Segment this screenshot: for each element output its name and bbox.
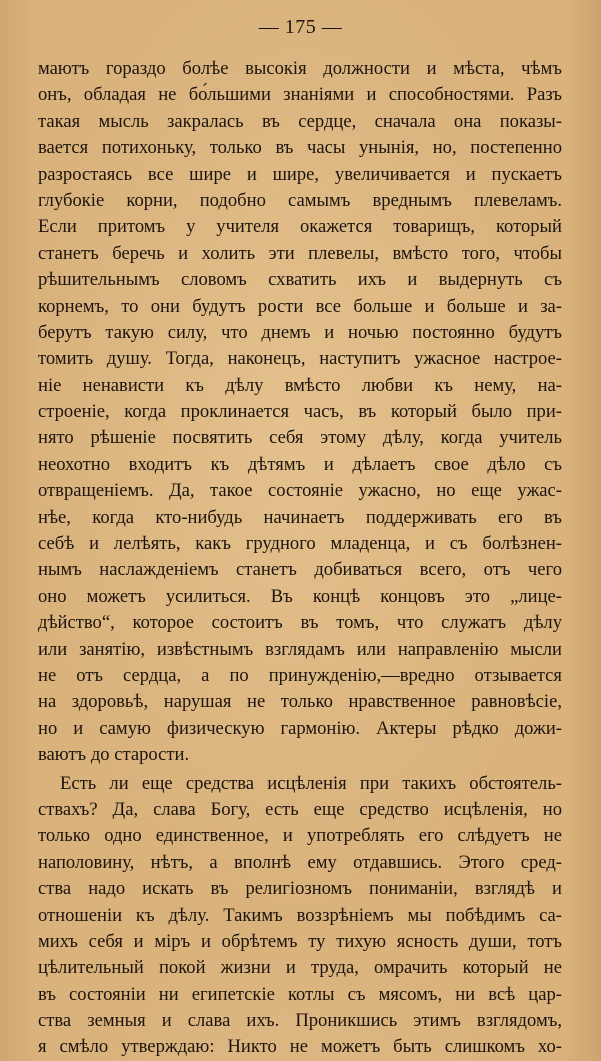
text-line: я смѣло утверждаю: Никто не можетъ быть слишкомъ хо- [38, 1036, 562, 1058]
text-line: отношеніи къ дѣлу. Такимъ воззрѣніемъ мы побѣдимъ са- [38, 904, 562, 926]
paragraph-2 [38, 771, 562, 1061]
text-line: разростаясь все шире и шире, увеличивается и пускаетъ [38, 163, 562, 185]
page-number: — 175 — [258, 16, 343, 38]
text-line: онъ, обладая не бо́льшими знаніями и способностями. Разъ [38, 84, 562, 106]
text-line: только одно единственное, и употреблять его слѣдуетъ не [38, 825, 562, 847]
text-line: берутъ такую силу, что днемъ и ночью постоянно будутъ [38, 321, 562, 343]
text-line: дѣйство“, которое состоитъ въ томъ, что служатъ дѣлу [38, 612, 562, 634]
text-line: строеніе, когда проклинается часъ, въ который было при- [38, 401, 562, 423]
text-line: рѣшительнымъ словомъ схватить ихъ и выдернуть съ [38, 269, 562, 291]
text-line: томить душу. Тогда, наконецъ, наступитъ ужасное настрое- [38, 348, 562, 370]
text-line: вается потихоньку, только въ часы унынія, но, постепенно [38, 137, 562, 159]
text-line: маютъ гораздо болѣе высокія должности и мѣста, чѣмъ [38, 58, 562, 79]
text-line: ства земныя и слава ихъ. Проникшись этимъ взглядомъ, [38, 1010, 562, 1032]
text-line: отвращеніемъ. Да, такое состояніе ужасно, но еще ужас- [38, 480, 562, 502]
text-line: но и самую физическую гармонію. Актеры рѣдко дожи- [38, 717, 562, 739]
text-line: нѣе, когда кто-нибудь начинаетъ поддерживать его въ [38, 506, 562, 528]
text-line: глубокіе корни, подобно самымъ вреднымъ плевеламъ. [38, 189, 562, 211]
text-line: ваютъ до старости. [38, 744, 190, 766]
text-line: михъ себя и міръ и обрѣтемъ ту тихую ясность души, тотъ [38, 930, 562, 952]
text-line: въ состояніи ни египетскіе котлы съ мясомъ, ни всѣ цар- [38, 983, 562, 1005]
body-text [38, 56, 562, 1061]
text-line: такая мысль закралась въ сердце, сначала она показы- [38, 110, 562, 132]
text-line: ніе ненависти къ дѣлу вмѣсто любви къ нему, на- [38, 374, 562, 396]
text-line: Есть ли еще средства исцѣленія при такихъ обстоятель- [60, 772, 562, 794]
text-line: ствахъ? Да, слава Богу, есть еще средство исцѣленія, но [38, 798, 562, 820]
paragraph-1 [38, 56, 562, 769]
text-line: оно можетъ усилиться. Въ концѣ концовъ это „лице- [38, 585, 562, 607]
text-line: ства надо искать въ религіозномъ пониманіи, взглядѣ и [38, 878, 562, 900]
text-line: нымъ наслажденіемъ станетъ добиваться всего, отъ чего [38, 559, 562, 581]
text-line: Если притомъ у учителя окажется товарищъ, который [38, 216, 562, 238]
text-line: на здоровьѣ, нарушая не только нравственное равновѣсіе, [38, 691, 562, 713]
text-line: корнемъ, то они будутъ рости все больше и больше и за- [38, 295, 562, 317]
text-line: не отъ сердца, а по принужденію,—вредно отзывается [38, 664, 562, 686]
text-line: неохотно входитъ къ дѣтямъ и дѣлаетъ свое дѣло съ [38, 453, 562, 475]
text-line: цѣлительный покой жизни и труда, омрачить который не [38, 957, 562, 979]
text-line: или занятію, извѣстнымъ взглядамъ или направленію мысли [38, 638, 562, 660]
text-line: станетъ беречь и холить эти плевелы, вмѣсто того, чтобы [38, 242, 562, 264]
text-line: нято рѣшеніе посвятить себя этому дѣлу, когда учитель [38, 427, 562, 449]
text-line: наполовину, нѣтъ, а вполнѣ ему отдавшись. Этого сред- [38, 851, 562, 873]
text-line: себѣ и лелѣять, какъ грудного младенца, и съ болѣзнен- [38, 533, 562, 555]
